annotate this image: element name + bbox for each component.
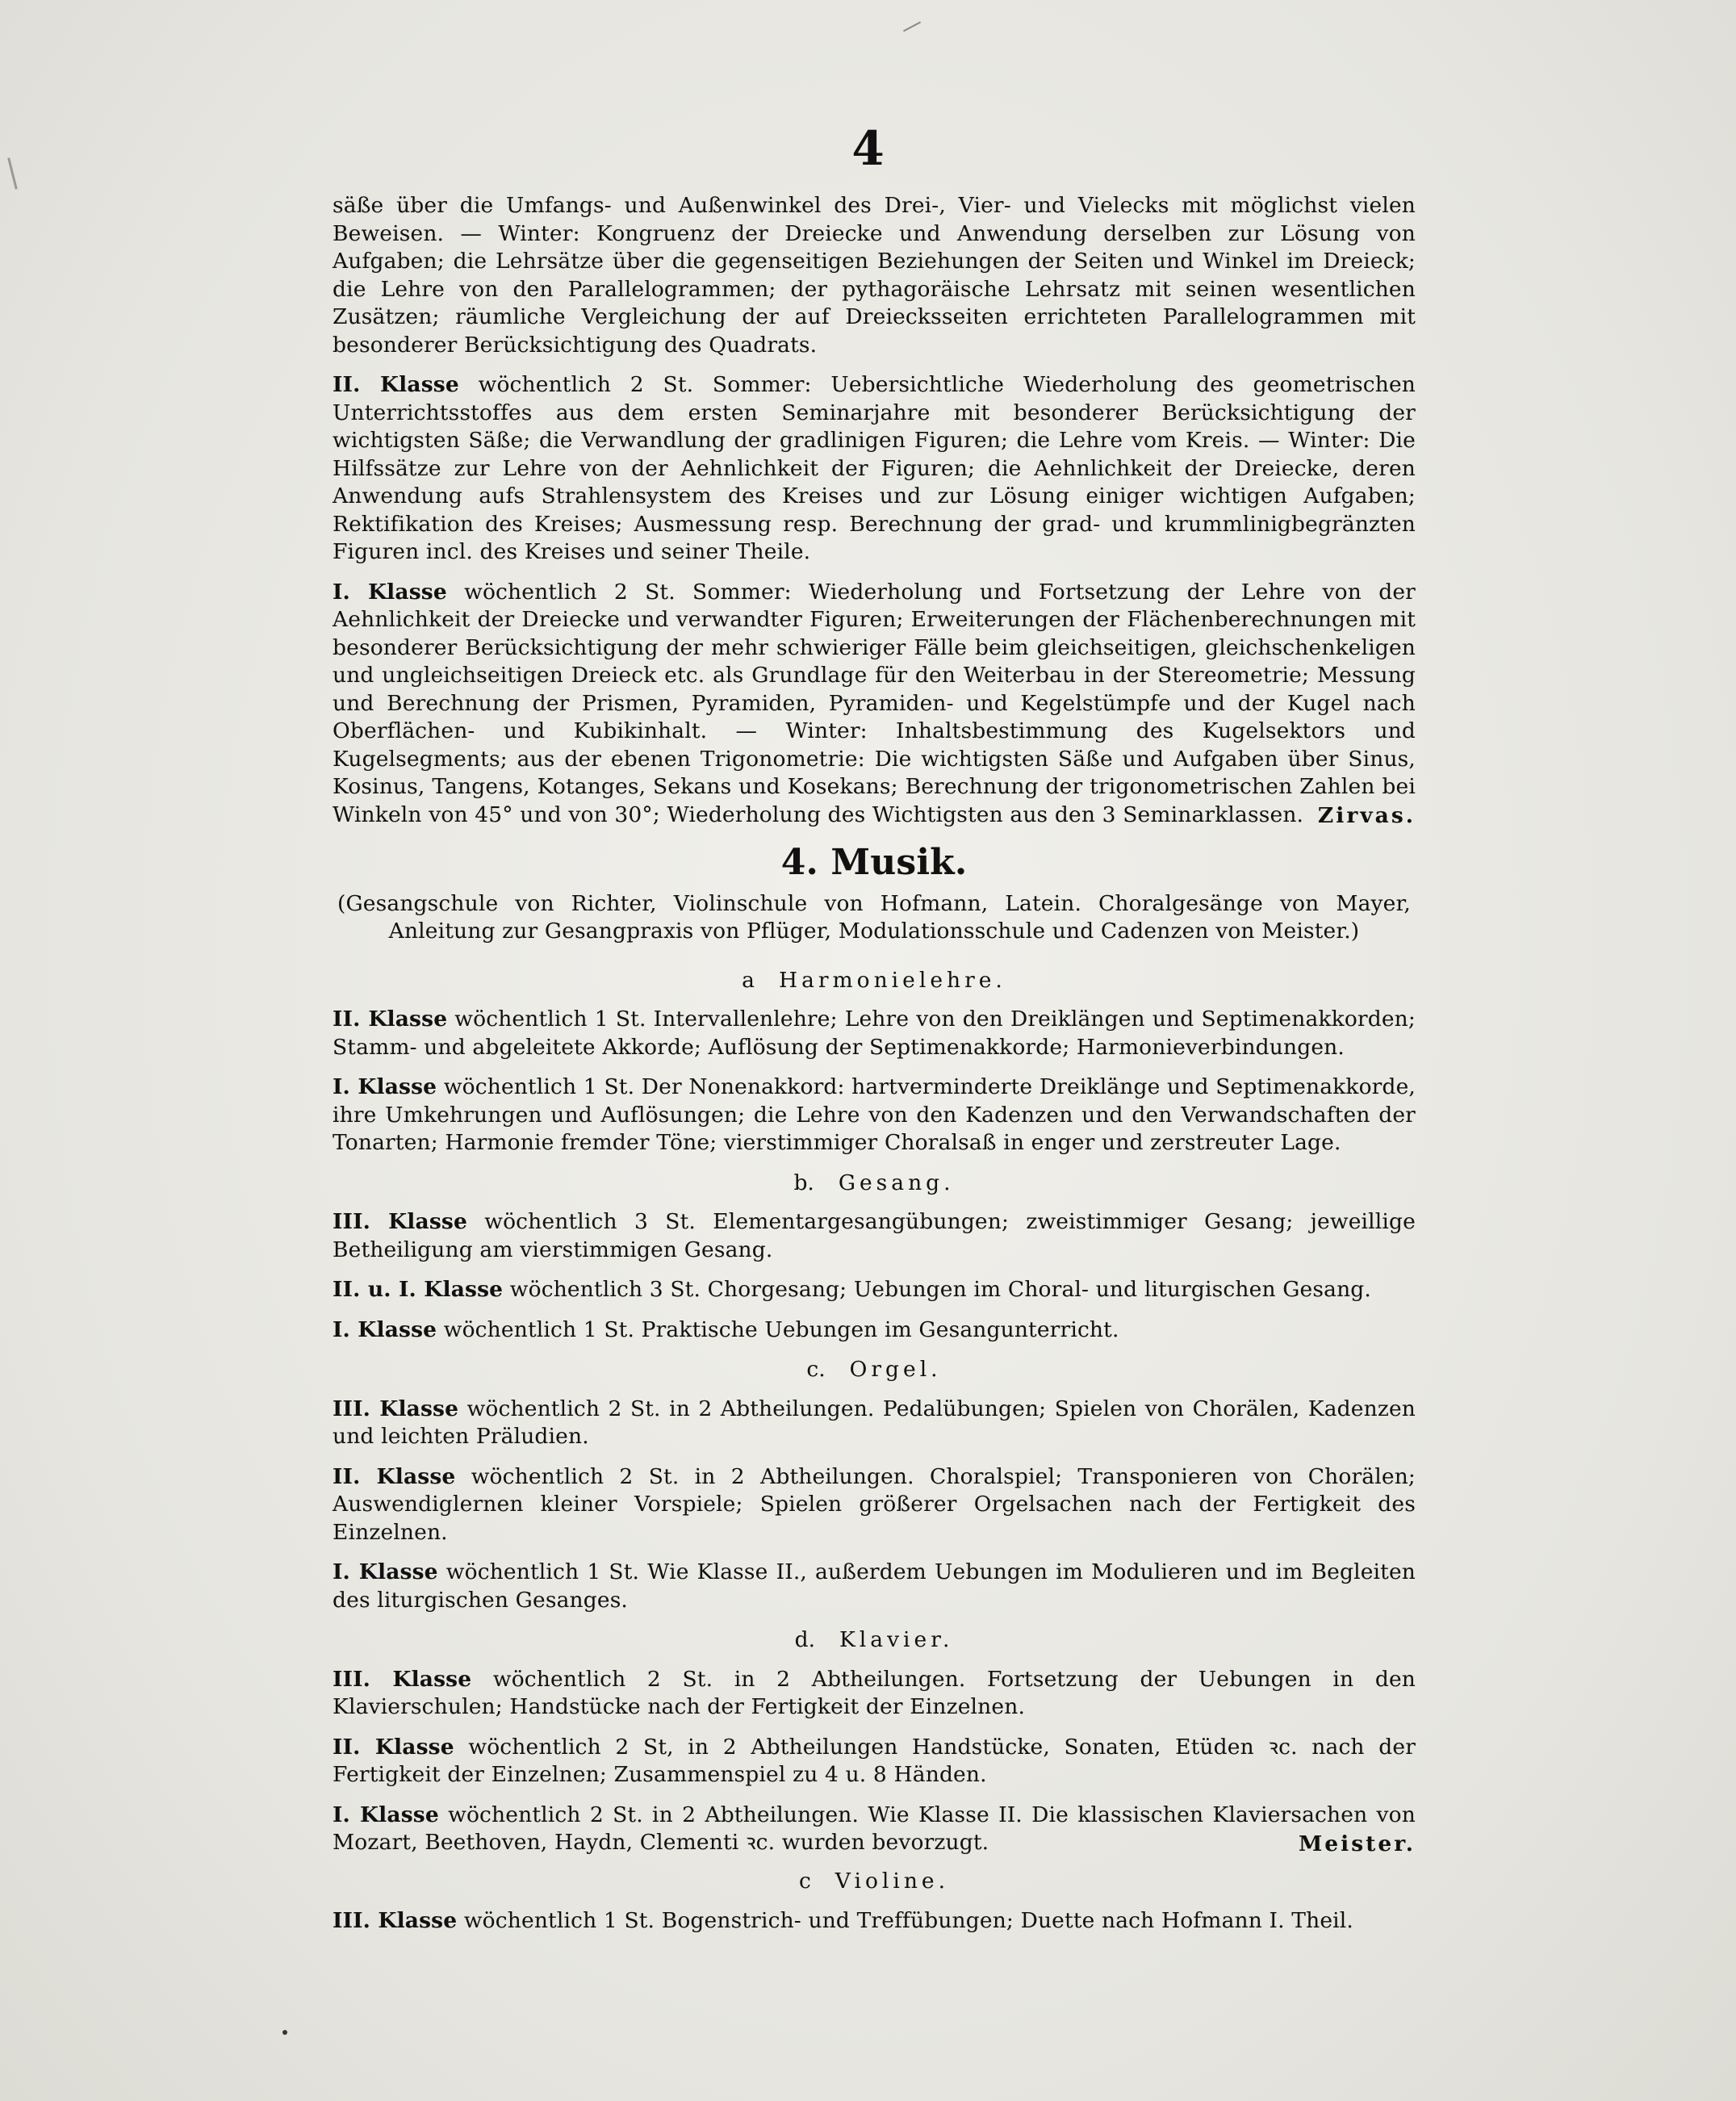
- paragraph: [333, 1463, 1416, 1547]
- class-label: I. Klasse: [333, 1316, 437, 1342]
- paragraph-text: wöchentlich 1 St. Praktische Uebungen im Gesangunterricht.: [443, 1316, 1119, 1342]
- class-label: II. Klasse: [333, 372, 459, 397]
- author-signature: Meister.: [1298, 1831, 1416, 1856]
- paragraph-text: wöchentlich 2 St. Sommer: Uebersichtliche Wiederholung des geometrischen Unterrichtsstoffes aus dem ersten Seminarjahre mit besonderer Berücksichtigung der wichtigsten Säße; die Verwandlung der gradlinigen Figuren; die Lehre vom Kreis. — Winter: Die Hilfssätze zur Lehre von der Aehnlichkeit der Figuren; die Aehnlichkeit der Dreiecke, deren Anwendung aufs Strahlensystem des Kreises und zur Lösung einiger wichtigen Aufgaben; Rektifikation des Kreises; Ausmessung resp. Berechnung der grad- und krummlinigbegränzten Figuren incl. des Kreises und seiner Theile.: [333, 372, 1416, 564]
- class-label: I. Klasse: [333, 1802, 439, 1827]
- page-number: 4: [851, 121, 885, 176]
- pencil-mark: [903, 21, 921, 31]
- class-label: III. Klasse: [333, 1907, 458, 1933]
- paragraph: [333, 1208, 1416, 1264]
- class-label: III. Klasse: [333, 1209, 467, 1234]
- paragraph-text: wöchentlich 2 St. in 2 Abtheilungen. Wie Klasse II. Die klassischen Klaviersachen von Mozart, Beethoven, Haydn, Clementi ꝛc. wurden bevorzugt.: [333, 1802, 1416, 1855]
- subsection-heading: [333, 1356, 1416, 1384]
- paragraph: [333, 371, 1416, 567]
- subsection-letter: b.: [793, 1170, 814, 1195]
- section-title: 4. Musik.: [780, 841, 968, 883]
- class-label: II. Klasse: [333, 1463, 456, 1489]
- paragraph-text: wöchentlich 1 St. Bogenstrich- und Treffübungen; Duette nach Hofmann I. Theil.: [463, 1907, 1353, 1933]
- class-label: II. Klasse: [333, 1734, 454, 1760]
- subsection-title: Klavier.: [839, 1627, 954, 1652]
- subsection-title: Harmonielehre.: [778, 967, 1006, 993]
- paragraph-text: wöchentlich 3 St. Elementargesangübungen; zweistimmiger Gesang; jeweillige Betheiligung am vierstimmigen Gesang.: [333, 1209, 1416, 1262]
- paragraph: [333, 1316, 1416, 1345]
- class-label: I. Klasse: [333, 579, 447, 605]
- class-label: II. Klasse: [333, 1007, 448, 1032]
- subsection-heading: [333, 1868, 1416, 1896]
- subsection-heading: [333, 1626, 1416, 1655]
- paragraph-text: wöchentlich 2 St. Sommer: Wiederholung und Fortsetzung der Lehre von der Aehnlichkeit der Dreiecke und verwandter Figuren; Erweiterungen der Flächenberechnungen mit besonderer Berücksichtigung der mehr schwieriger Fälle beim gleichseitigen, gleichschenkeligen und ungleichseitigen Dreieck etc. als Grundlage für den Weiterbau in der Stereometrie; Messung und Berechnung der Prismen, Pyramiden, Pyramiden- und Kegelstümpfe und der Kugel nach Oberflächen- und Kubikinhalt. — Winter: Inhaltsbestimmung des Kugelsektors und Kugelsegments; aus der ebenen Trigonometrie: Die wichtigsten Säße und Aufgaben über Sinus, Kosinus, Tangens, Kotanges, Sekans und Kosekans; Berechnung der trigonometrischen Zahlen bei Winkeln von 45° und von 30°; Wiederholung des Wichtigsten aus den 3 Seminarklassen.: [333, 579, 1416, 827]
- paragraph: [333, 1559, 1416, 1614]
- paragraph: [333, 192, 1416, 359]
- class-label: III. Klasse: [333, 1666, 472, 1692]
- subsection-title: Gesang.: [838, 1170, 955, 1195]
- paragraph: [333, 1276, 1416, 1304]
- class-label: III. Klasse: [333, 1396, 459, 1421]
- subsection-letter: c: [798, 1869, 811, 1894]
- paragraph-text: wöchentlich 3 St. Chorgesang; Uebungen im Choral- und liturgischen Gesang.: [509, 1277, 1371, 1302]
- subsection-letter: c.: [806, 1357, 826, 1382]
- subsection-title: Violine.: [835, 1869, 950, 1894]
- text-column: [333, 192, 1416, 1947]
- paragraph: [333, 579, 1416, 830]
- paragraph: [333, 1666, 1416, 1722]
- paragraph: [333, 1074, 1416, 1157]
- subsection-heading: [333, 1170, 1416, 1198]
- class-label: I. Klasse: [333, 1559, 438, 1584]
- paragraph: [333, 1734, 1416, 1789]
- paragraph-text: wöchentlich 2 St, in 2 Abtheilungen Handstücke, Sonaten, Etüden ꝛc. nach der Fertigkeit der Einzelnen; Zusammenspiel zu 4 u. 8 Händen.: [333, 1734, 1416, 1787]
- paragraph-text: wöchentlich 2 St. in 2 Abtheilungen. Choralspiel; Transponieren von Chorälen; Auswendiglernen kleiner Vorspiele; Spielen größerer Orgelsachen nach der Fertigkeit des Einzelnen.: [333, 1463, 1416, 1545]
- class-label: I. Klasse: [333, 1074, 437, 1099]
- paragraph: [333, 1396, 1416, 1451]
- class-label: II. u. I. Klasse: [333, 1277, 504, 1302]
- author-signature: Zirvas.: [1317, 803, 1416, 828]
- subsection-letter: a: [742, 967, 755, 993]
- section-intro: (Gesangschule von Richter, Violinschule von Hofmann, Latein. Choralgesänge von Mayer, Anleitung zur Gesangpraxis von Pflüger, Modulationsschule und Cadenzen von Meister.): [337, 890, 1411, 944]
- paragraph-text: wöchentlich 1 St. Wie Klasse II., außerdem Uebungen im Modulieren und im Begleiten des liturgischen Gesanges.: [333, 1559, 1416, 1613]
- paragraph-text: wöchentlich 1 St. Der Nonenakkord: hartverminderte Dreiklänge und Septimenakkorde, ihre Umkehrungen und Auflösungen; die Lehre von den Kadenzen und den Verwandschaften der Tonarten; Harmonie fremder Töne; vierstimmiger Choralsaß in enger und zerstreuter Lage.: [333, 1074, 1416, 1155]
- subsection-heading: [333, 967, 1416, 995]
- paragraph-text: säße über die Umfangs- und Außenwinkel des Drei-, Vier- und Vielecks mit möglichst vielen Beweisen. — Winter: Kongruenz der Dreiecke und Anwendung derselben zur Lösung von Aufgaben; die Lehrsätze über die gegenseitigen Beziehungen der Seiten und Winkel im Dreieck; die Lehre von den Parallelogrammen; der pythagoräische Lehrsatz mit seinen wesentlichen Zusätzen; räumliche Vergleichung der auf Dreiecksseiten errichteten Parallelogrammen mit besonderer Berücksichtigung des Quadrats.: [333, 193, 1416, 358]
- subsection-letter: d.: [794, 1627, 815, 1652]
- ink-dot: [282, 2030, 287, 2035]
- paragraph-text: wöchentlich 1 St. Intervallenlehre; Lehre von den Dreiklängen und Septimenakkorden; Stamm- und abgeleitete Akkorde; Auflösung der Septimenakkorde; Harmonieverbindungen.: [333, 1007, 1416, 1060]
- paragraph: [333, 1006, 1416, 1061]
- paragraph: [333, 1907, 1416, 1936]
- subsection-title: Orgel.: [849, 1357, 942, 1382]
- paragraph-text: wöchentlich 2 St. in 2 Abtheilungen. Fortsetzung der Uebungen in den Klavierschulen; Handstücke nach der Fertigkeit der Einzelnen.: [333, 1666, 1416, 1719]
- paragraph-text: wöchentlich 2 St. in 2 Abtheilungen. Pedalübungen; Spielen von Chorälen, Kadenzen und leichten Präludien.: [333, 1396, 1416, 1449]
